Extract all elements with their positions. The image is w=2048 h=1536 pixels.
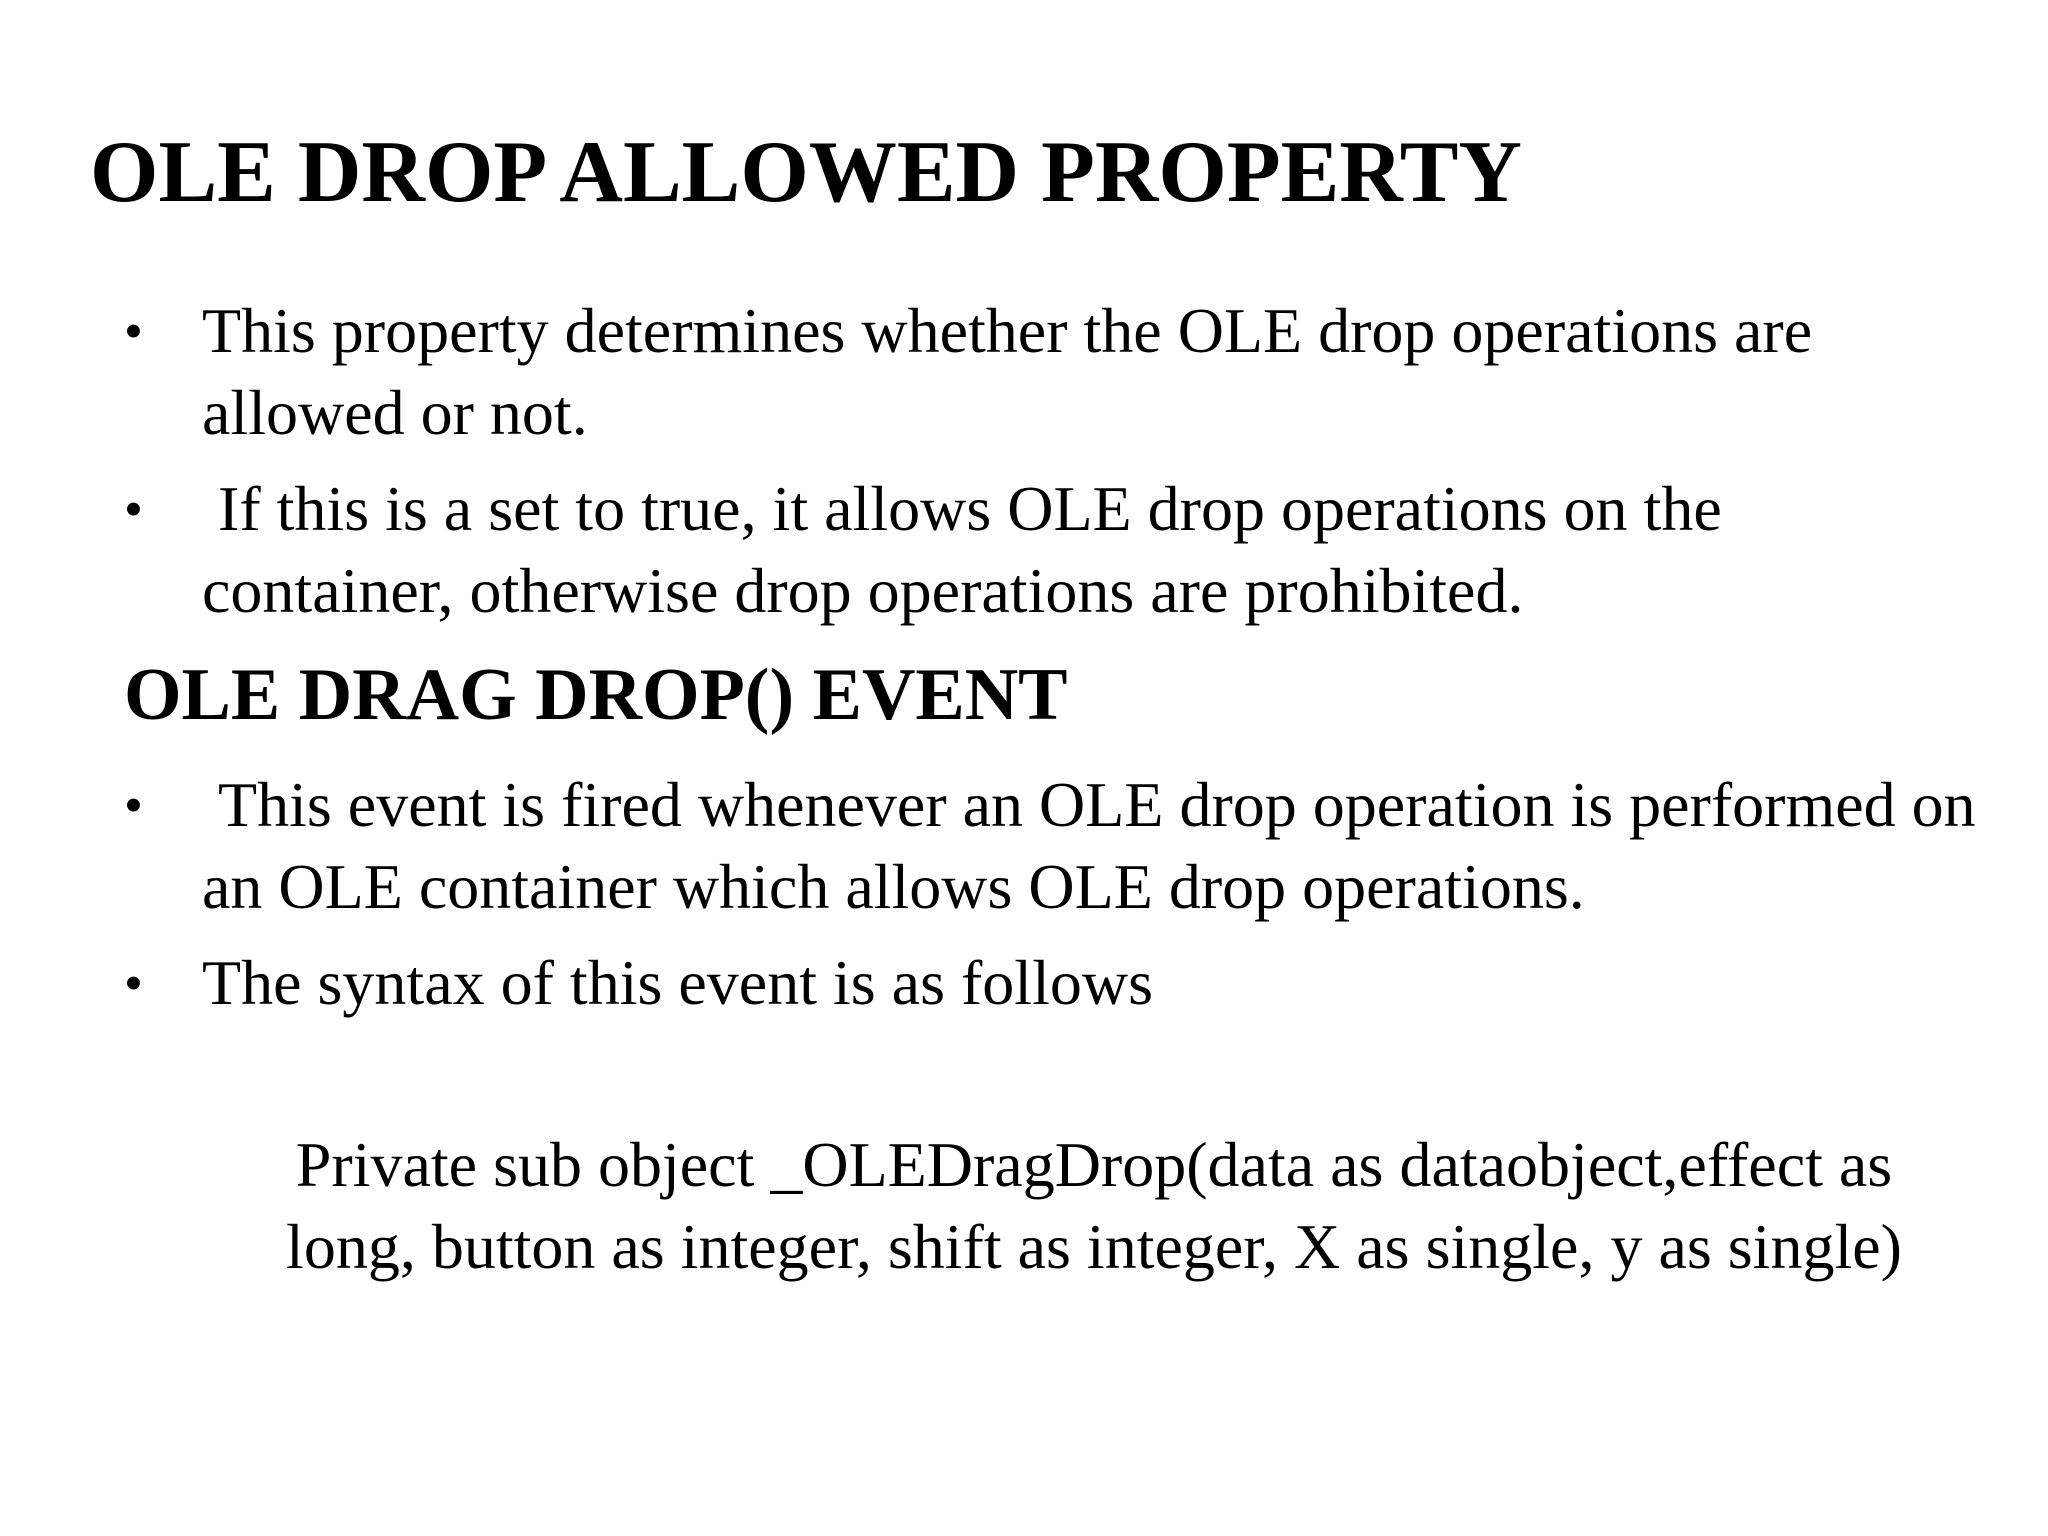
bullet-list-event bbox=[124, 764, 1992, 1038]
bullet-icon: • bbox=[124, 301, 143, 361]
bullet-text: The syntax of this event is as follows bbox=[202, 947, 1153, 1018]
bullet-icon: • bbox=[124, 479, 143, 539]
bullet-item bbox=[124, 468, 1984, 632]
bullet-list-property bbox=[124, 290, 1984, 646]
syntax-code: Private sub object _OLEDragDrop(data as dataobject,effect as long, button as integer, shift as integer, X as single, y as single) bbox=[286, 1129, 1902, 1282]
bullet-text: This event is fired whenever an OLE drop operation is performed on an OLE container which allows OLE drop operations. bbox=[202, 769, 1992, 922]
bullet-item bbox=[124, 764, 1992, 928]
bullet-item bbox=[124, 290, 1984, 454]
slide-title: OLE DROP ALLOWED PROPERTY bbox=[90, 124, 1522, 221]
bullet-icon: • bbox=[124, 775, 143, 835]
bullet-icon: • bbox=[124, 953, 143, 1013]
bullet-item bbox=[124, 942, 1984, 1024]
bullet-text: This property determines whether the OLE drop operations are allowed or not. bbox=[202, 295, 1813, 448]
bullet-text: If this is a set to true, it allows OLE drop operations on the container, otherwise drop operations are prohibited. bbox=[202, 473, 1738, 626]
section-heading: OLE DRAG DROP() EVENT bbox=[124, 654, 1068, 736]
